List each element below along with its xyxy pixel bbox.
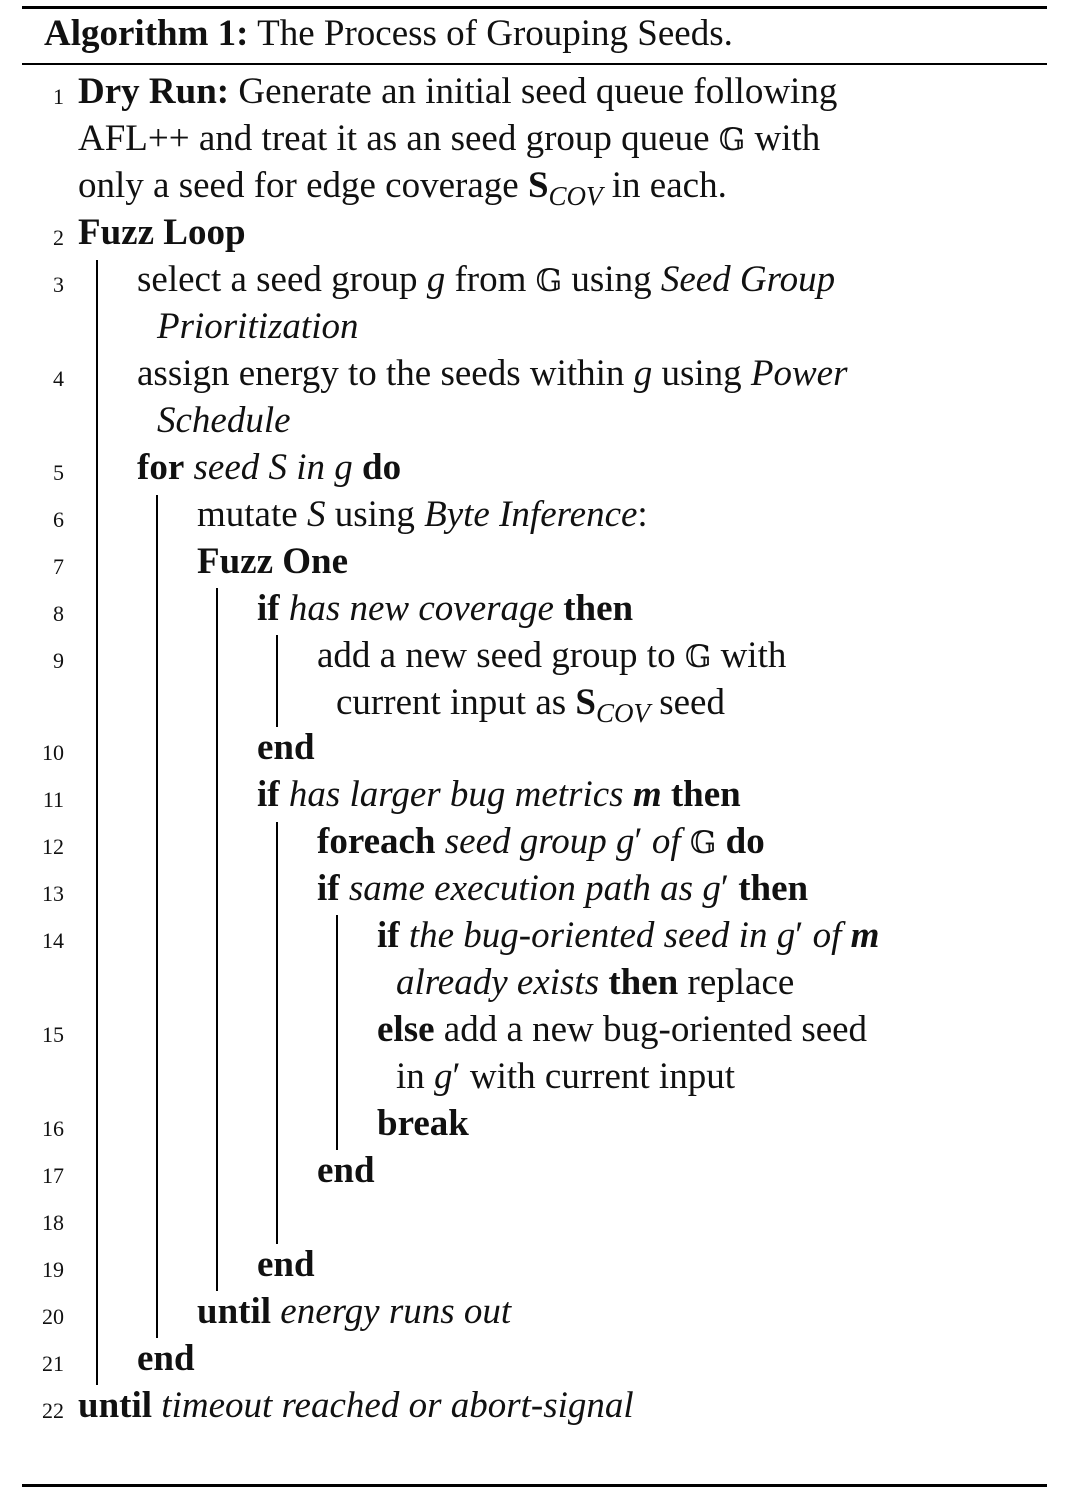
line-14b: [396, 959, 794, 1006]
group-queue-symbol: 𝔾: [689, 825, 717, 861]
line-4a: [137, 350, 847, 397]
italic-text: energy runs out: [280, 1291, 512, 1332]
line-number: 13: [42, 881, 64, 906]
line-16: [377, 1100, 469, 1147]
italic-text: Schedule: [157, 400, 291, 441]
block-bar-fuzz-loop: [96, 260, 98, 1385]
text: replace: [687, 962, 795, 1003]
text: :: [637, 494, 648, 535]
block-bar-for: [156, 495, 158, 1338]
line-20: [197, 1288, 511, 1335]
line-9a: [317, 632, 786, 681]
line-number: 12: [42, 834, 64, 859]
text: AFL++ and treat it as an seed group queue: [78, 118, 710, 159]
text: Generate an initial seed queue following: [238, 71, 838, 112]
group-queue-symbol: 𝔾: [684, 639, 712, 675]
line-6: [197, 491, 648, 538]
italic-text: has new coverage: [288, 588, 554, 629]
text: current input as: [336, 682, 567, 723]
italic-text: of: [651, 821, 681, 862]
line-number: 6: [53, 507, 64, 532]
keyword: Fuzz One: [197, 541, 349, 582]
var-g: g: [633, 353, 653, 394]
keyword: foreach: [317, 821, 436, 862]
block-bar-if-same-path: [336, 915, 338, 1150]
text: with: [754, 118, 821, 159]
text: add a new seed group to: [317, 635, 676, 676]
italic-text: seed S in g: [193, 447, 353, 488]
keyword: do: [362, 447, 402, 488]
var-g: g: [434, 1056, 453, 1097]
text: using: [661, 353, 742, 394]
line-number: 9: [53, 648, 64, 673]
line-number: 17: [42, 1163, 64, 1188]
line-number: 11: [42, 787, 64, 812]
line-15a: [377, 1006, 867, 1053]
line-number: 2: [53, 225, 64, 250]
italic-text: Power: [750, 353, 848, 394]
group-queue-symbol: 𝔾: [718, 122, 746, 158]
keyword: end: [257, 727, 315, 768]
keyword: end: [257, 1244, 315, 1285]
var-m: m: [850, 915, 880, 956]
text: using: [571, 259, 652, 300]
caption-rule: [22, 63, 1047, 65]
prime-symbol: ′: [452, 1056, 461, 1097]
italic-text: seed group g: [444, 821, 635, 862]
keyword: else: [377, 1009, 435, 1050]
line-number: 18: [42, 1210, 64, 1235]
line-number: 7: [53, 554, 64, 579]
line-number: 22: [42, 1398, 64, 1423]
line-4b: [157, 397, 291, 444]
keyword: then: [563, 588, 634, 629]
line-number: 1: [53, 84, 64, 109]
keyword: if: [257, 588, 280, 629]
keyword: do: [725, 821, 765, 862]
text: in: [396, 1056, 425, 1097]
line-3b: [157, 303, 358, 350]
keyword: for: [137, 447, 185, 488]
line-number: 19: [42, 1257, 64, 1282]
var-s: S: [306, 494, 326, 535]
keyword: if: [257, 774, 280, 815]
line-14a: [377, 912, 879, 959]
keyword: break: [377, 1103, 469, 1144]
line-1b: [78, 115, 820, 164]
prime-symbol: ′: [720, 868, 729, 909]
s-cov-symbol: S: [575, 682, 596, 723]
keyword: Fuzz Loop: [78, 212, 246, 253]
line-7: [197, 538, 348, 585]
block-bar-fuzz-one: [216, 588, 218, 1291]
algorithm-title: The Process of Grouping Seeds.: [257, 13, 733, 54]
italic-text: already exists: [396, 962, 600, 1003]
group-queue-symbol: 𝔾: [535, 263, 563, 299]
prime-symbol: ′: [795, 915, 804, 956]
prime-symbol: ′: [634, 821, 643, 862]
s-cov-symbol: S: [527, 165, 549, 206]
line-22: [78, 1382, 634, 1429]
line-2: [78, 209, 246, 256]
line-3a: [137, 256, 835, 305]
keyword: end: [137, 1338, 195, 1379]
line-number: 20: [42, 1304, 64, 1329]
text: in each.: [611, 165, 727, 206]
line-number: 14: [42, 928, 64, 953]
line-5: [137, 444, 401, 491]
italic-text: Prioritization: [157, 306, 359, 347]
line-9b: [336, 679, 725, 737]
italic-text: has larger bug metrics: [288, 774, 624, 815]
bottom-rule: [22, 1484, 1047, 1487]
italic-text: of: [812, 915, 842, 956]
italic-text: Byte Inference: [424, 494, 638, 535]
line-number: 15: [42, 1022, 64, 1047]
algorithm-label: Algorithm 1:: [44, 13, 249, 54]
text: with current input: [469, 1056, 735, 1097]
var-m: m: [632, 774, 662, 815]
keyword: if: [317, 868, 340, 909]
line-number: 10: [42, 740, 64, 765]
line-number: 8: [53, 601, 64, 626]
cov-subscript: COV: [595, 698, 650, 728]
text: select a seed group: [137, 259, 418, 300]
block-bar-if-bug-metrics: [276, 822, 278, 1244]
keyword: end: [317, 1150, 375, 1191]
text: using: [334, 494, 415, 535]
text: mutate: [197, 494, 298, 535]
cov-subscript: COV: [548, 181, 603, 211]
algorithm-caption: [44, 12, 733, 56]
text: seed: [659, 682, 725, 723]
keyword: until: [78, 1385, 153, 1426]
line-number: 21: [42, 1351, 64, 1376]
line-number: 5: [53, 460, 64, 485]
keyword: then: [738, 868, 809, 909]
line-21: [137, 1335, 195, 1382]
line-number: 3: [53, 272, 64, 297]
line-number: 16: [42, 1116, 64, 1141]
keyword: then: [608, 962, 679, 1003]
top-rule: [22, 6, 1047, 9]
line-19: [257, 1241, 315, 1288]
keyword: until: [197, 1291, 272, 1332]
keyword: Dry Run:: [78, 71, 230, 112]
line-8: [257, 585, 633, 632]
italic-text: same execution path as g: [348, 868, 721, 909]
var-g: g: [426, 259, 446, 300]
text: only a seed for edge coverage: [78, 165, 519, 206]
line-15b: [396, 1053, 735, 1100]
block-bar-if-coverage: [276, 635, 278, 727]
line-number: 4: [53, 366, 64, 391]
keyword: if: [377, 915, 400, 956]
keyword: then: [670, 774, 741, 815]
text: with: [720, 635, 787, 676]
line-1a: [78, 68, 837, 115]
line-10: [257, 724, 315, 771]
italic-text: the bug-oriented seed in g: [408, 915, 796, 956]
italic-text: timeout reached or abort-signal: [161, 1385, 634, 1426]
italic-text: Seed Group: [660, 259, 836, 300]
text: add a new bug-oriented seed: [443, 1009, 868, 1050]
line-13: [317, 865, 808, 912]
line-11: [257, 771, 741, 818]
text: assign energy to the seeds within: [137, 353, 625, 394]
line-12: [317, 818, 765, 867]
text: from: [454, 259, 527, 300]
line-17: [317, 1147, 375, 1194]
